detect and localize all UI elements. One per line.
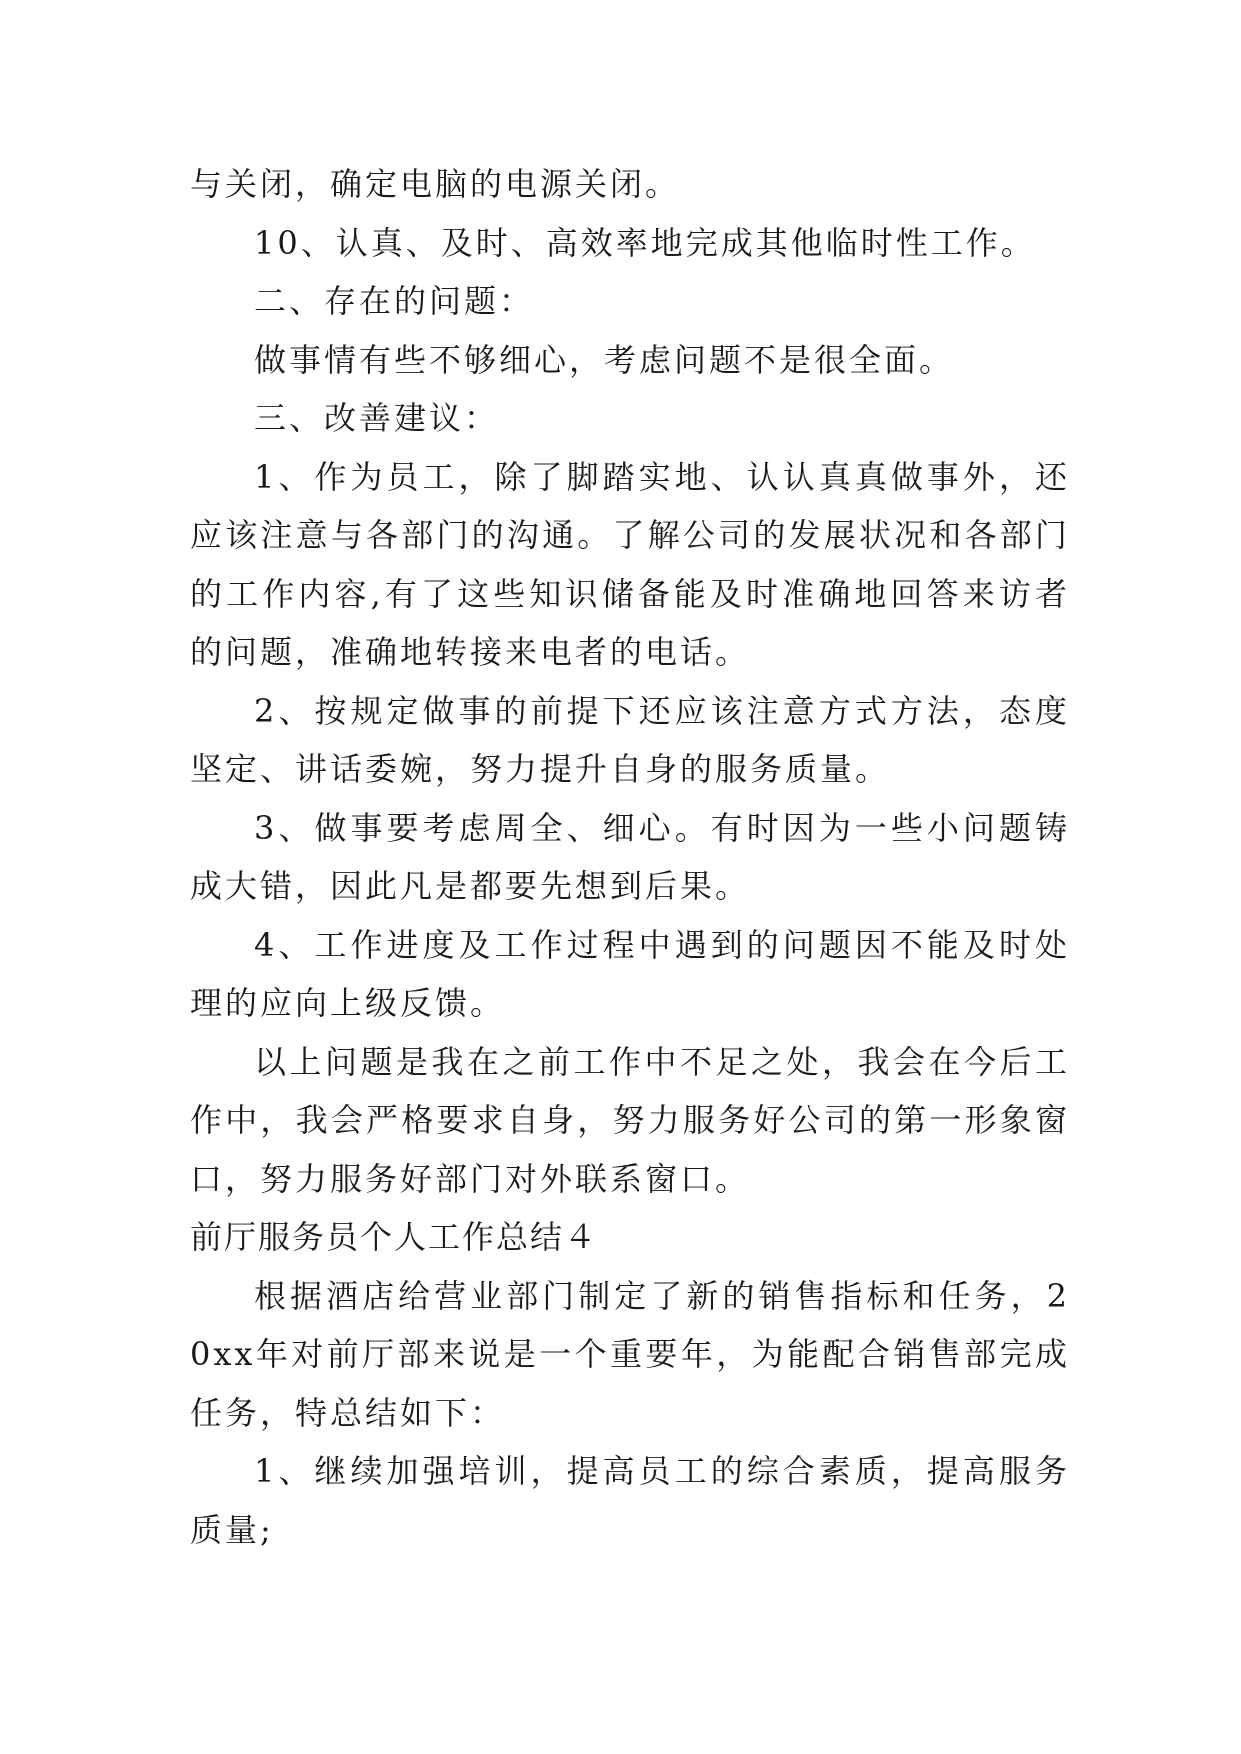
document-body <box>190 155 1070 1559</box>
paragraph-closing-computer: 与关闭，确定电脑的电源关闭。 <box>190 165 681 203</box>
section-heading-suggestions: 三、改善建议： <box>254 399 500 437</box>
paragraph-suggestion-1: 1、作为员工，除了脚踏实地、认认真真做事外，还应该注意与各部门的沟通。了解公司的发展状况和各部门的工作内容,有了这些知识储备能及时准确地回答来访者的问题，准确地转接来电者的电话。 <box>190 457 1070 671</box>
paragraph-summary-item-1: 1、继续加强培训，提高员工的综合素质，提高服务质量; <box>190 1452 1070 1549</box>
paragraph-summary-intro: 根据酒店给营业部门制定了新的销售指标和任务，20xx年对前厅部来说是一个重要年，为能配合销售部完成任务，特总结如下： <box>190 1276 1070 1432</box>
paragraph-suggestion-4: 4、工作进度及工作过程中遇到的问题因不能及时处理的应向上级反馈。 <box>190 925 1070 1022</box>
paragraph-conclusion: 以上问题是我在之前工作中不足之处，我会在今后工作中，我会严格要求自身，努力服务好公司的第一形象窗口，努力服务好部门对外联系窗口。 <box>190 1042 1070 1198</box>
article-title-summary-4: 前厅服务员个人工作总结４ <box>190 1218 599 1256</box>
section-heading-problems: 二、存在的问题： <box>254 282 535 320</box>
paragraph-item-10: 10、认真、及时、高效率地完成其他临时性工作。 <box>254 223 1036 262</box>
paragraph-problems: 做事情有些不够细心，考虑问题不是很全面。 <box>254 340 955 379</box>
paragraph-suggestion-2: 2、按规定做事的前提下还应该注意方式方法，态度坚定、讲话委婉，努力提升自身的服务质量。 <box>190 691 1070 788</box>
paragraph-suggestion-3: 3、做事要考虑周全、细心。有时因为一些小问题铸成大错，因此凡是都要先想到后果。 <box>190 808 1070 905</box>
